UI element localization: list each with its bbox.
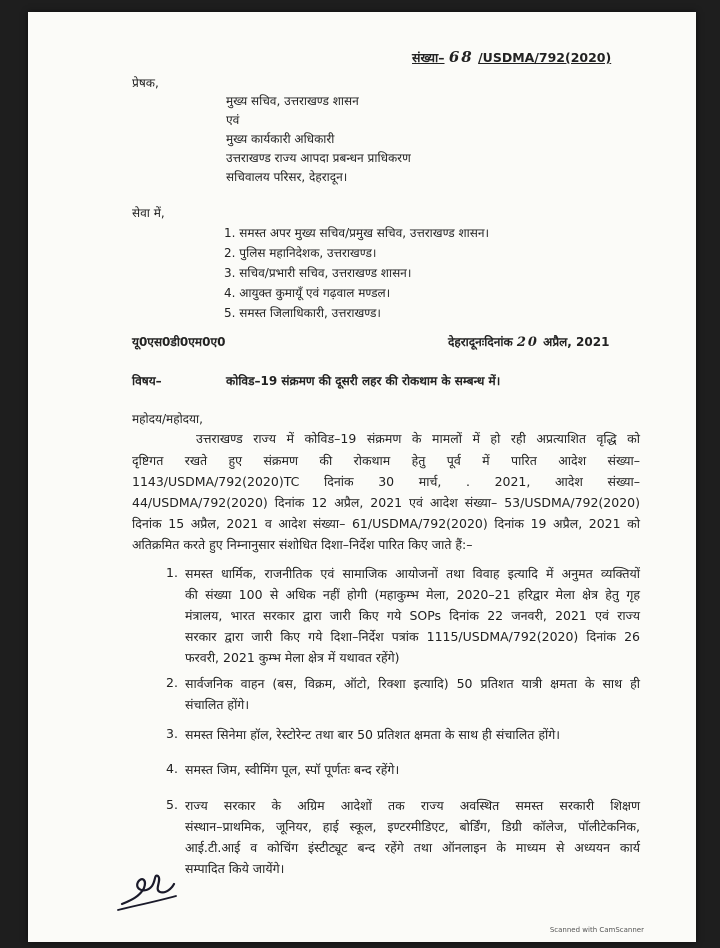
point-number: 2. <box>166 675 178 690</box>
sender-line: मुख्य कार्यकारी अधिकारी <box>226 132 335 146</box>
point-line: संचालित होंगे। <box>185 697 250 712</box>
point-line: सम्पादित किये जायेंगे। <box>185 861 285 876</box>
point-number: 5. <box>166 797 178 812</box>
recipient-item: 5. समस्त जिलाधिकारी, उत्तराखण्ड। <box>224 306 381 320</box>
subject-label: विषय– <box>132 374 162 388</box>
point-line: आई.टी.आई व कोचिंग इंस्टीट्यूट बन्द रहेंगे तथा ऑनलाइन के माध्यम से अध्ययन कार्य <box>185 840 640 855</box>
issue-date <box>448 333 609 350</box>
point-line: सार्वजनिक वाहन (बस, विक्रम, ऑटो, रिक्शा इत्यादि) 50 प्रतिशत यात्री क्षमता के साथ ही <box>185 676 640 691</box>
point-line: समस्त सिनेमा हॉल, रेस्टोरेन्ट तथा बार 50 प्रतिशत क्षमता के साथ ही संचालित होंगे। <box>185 727 560 742</box>
recipient-item: 1. समस्त अपर मुख्य सचिव/प्रमुख सचिव, उत्तराखण्ड शासन। <box>224 226 490 240</box>
point-line: राज्य सरकार के अग्रिम आदेशों तक राज्य अवस्थित समस्त सरकारी शिक्षण <box>185 798 640 813</box>
ref-label: संख्या– <box>412 50 445 65</box>
point-line: संस्थान–प्राथमिक, जूनियर, हाई स्कूल, इण्टरमीडिएट, बोर्डिंग, डिग्री कॉलेज, पॉलीटेकनिक, <box>185 819 640 834</box>
sender-line: मुख्य सचिव, उत्तराखण्ड शासन <box>226 94 359 108</box>
point-number: 4. <box>166 761 178 776</box>
salutation: महोदय/महोदया, <box>132 412 203 426</box>
ref-number: 68 <box>448 48 474 66</box>
sender-line: सचिवालय परिसर, देहरादून। <box>226 170 348 184</box>
date-prefix: देहरादूनःदिनांक <box>448 335 513 349</box>
intro-line: दृष्टिगत रखते हुए संक्रमण की रोकथाम हेतु पूर्व में पारित आदेश संख्या– <box>132 453 640 468</box>
signature-mark <box>114 870 184 914</box>
sender-label: प्रेषक, <box>132 76 159 90</box>
intro-line: 44/USDMA/792(2020) दिनांक 12 अप्रैल, 2021 एवं आदेश संख्या– 53/USDMA/792(2020) <box>132 495 640 510</box>
scanner-footer: Scanned with CamScanner <box>549 926 644 934</box>
sender-line: एवं <box>226 113 240 127</box>
point-line: सरकार द्वारा जारी किए गये दिशा–निर्देश पत्रांक 1115/USDMA/792(2020) दिनांक 26 <box>185 629 640 644</box>
recipient-item: 2. पुलिस महानिदेशक, उत्तराखण्ड। <box>224 246 377 260</box>
date-rest: अप्रैल, 2021 <box>543 335 610 349</box>
point-line: की संख्या 100 से अधिक नहीं होगी (महाकुम्भ मेला, 2020–21 हरिद्वार मेला क्षेत्र हेतु गृह <box>185 587 640 602</box>
point-number: 1. <box>166 565 178 580</box>
point-line: फरवरी, 2021 कुम्भ मेला क्षेत्र में यथावत रहेंगे) <box>185 650 400 665</box>
recipient-item: 4. आयुक्त कुमायूँ एवं गढ़वाल मण्डल। <box>224 286 391 300</box>
point-line: मंत्रालय, भारत सरकार द्वारा जारी किए गये SOPs दिनांक 22 जनवरी, 2021 एवं राज्य <box>185 608 640 623</box>
intro-line: अतिक्रमित करते हुए निम्नानुसार संशोधित दिशा–निर्देश पारित किए जाते हैं:– <box>132 537 473 552</box>
recipients-label: सेवा में, <box>132 206 165 220</box>
sender-line: उत्तराखण्ड राज्य आपदा प्रबन्धन प्राधिकरण <box>226 151 411 165</box>
office-code: यू0एस0डी0एम0ए0 <box>132 335 226 349</box>
point-number: 3. <box>166 726 178 741</box>
point-line: समस्त जिम, स्वीमिंग पूल, स्पॉ पूर्णतः बन्द रहेंगे। <box>185 762 400 777</box>
document-page <box>28 12 696 942</box>
date-day: 20 <box>516 335 539 350</box>
intro-line: उत्तराखण्ड राज्य में कोविड–19 संक्रमण के मामलों में हो रही अप्रत्याशित वृद्धि को <box>196 431 640 446</box>
subject-text: कोविड–19 संक्रमण की दूसरी लहर की रोकथाम के सम्बन्ध में। <box>226 374 501 388</box>
intro-line: दिनांक 15 अप्रैल, 2021 व आदेश संख्या– 61/USDMA/792(2020) दिनांक 19 अप्रैल, 2021 को <box>132 516 640 531</box>
reference-number <box>412 48 611 66</box>
recipient-item: 3. सचिव/प्रभारी सचिव, उत्तराखण्ड शासन। <box>224 266 412 280</box>
point-line: समस्त धार्मिक, राजनीतिक एवं सामाजिक आयोजनों तथा विवाह इत्यादि में अनुमत व्यक्तियों <box>185 566 640 581</box>
intro-line: 1143/USDMA/792(2020)TC दिनांक 30 मार्च, . 2021, आदेश संख्या– <box>132 474 640 489</box>
ref-suffix: /USDMA/792(2020) <box>478 50 612 65</box>
